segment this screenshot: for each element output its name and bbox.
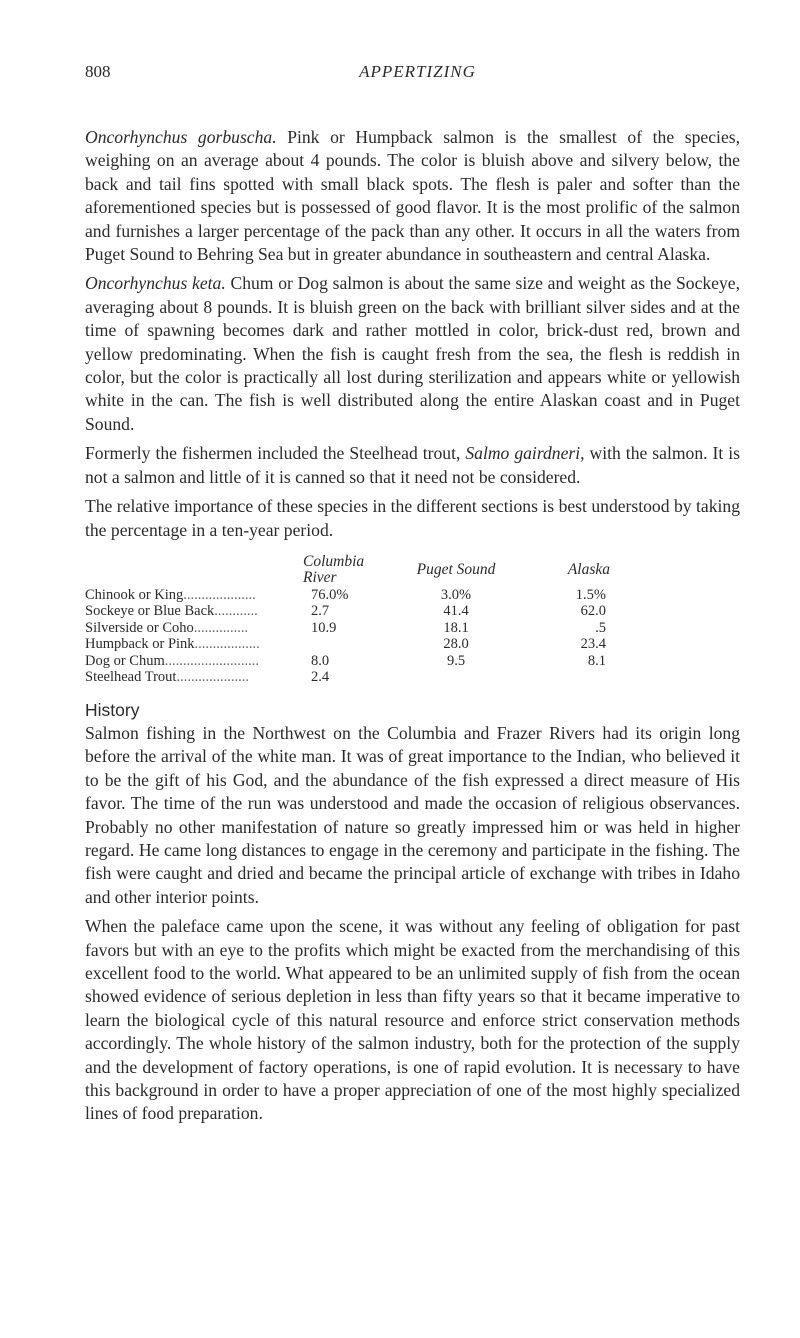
paragraph-gorbuscha: Oncorhynchus gorbuscha. Pink or Humpback salmon is the smallest of the species, weighing on an average about 4 pounds. The color is bluish above and silvery below, the back and tail fins spotted with small black spots. The flesh is paler and softer than the aforementioned species but is possessed of good flavor. It is the most prolific of the salmon and furnishes a larger percentage of the pack than any other. It occurs in all the waters from Puget Sound to Behring Sea but in greater abundance in southeastern and central Alaska. — [85, 127, 740, 265]
value-cell: 76.0% — [311, 586, 349, 603]
value-cell: 10.9 — [311, 619, 337, 636]
leader-dots: ............... — [193, 619, 249, 636]
leader-dots: .................... — [176, 669, 249, 686]
paragraph-steelhead: Formerly the fishermen included the Steelhead trout, Salmo gairdneri, with the salmon. It is not a salmon and little of it is canned so that it need not be considered. — [85, 443, 740, 487]
species-cell: Chinook or King.................... — [85, 586, 256, 603]
species-percentage-table — [85, 554, 610, 686]
table-row — [85, 620, 610, 637]
value-cell: 18.1 — [443, 619, 469, 636]
leader-dots: .......................... — [164, 652, 259, 669]
value-cell: 62.0 — [580, 603, 606, 620]
leader-dots: .................. — [194, 636, 260, 653]
table-row — [85, 653, 610, 670]
column-header: Alaska — [567, 561, 610, 579]
table-body — [85, 587, 610, 686]
table-row — [85, 636, 610, 653]
paragraph-relative-importance: The relative importance of these species in the different sections is best understood by taking the percentage in a ten-year period. — [85, 496, 740, 540]
page-header — [85, 62, 740, 92]
species-name: Oncorhynchus gorbuscha. — [85, 127, 277, 147]
value-cell: 8.1 — [587, 652, 606, 669]
value-cell: 1.5% — [575, 586, 606, 603]
species-cell: Sockeye or Blue Back............ — [85, 603, 258, 620]
table-row — [85, 603, 610, 620]
species-cell: Dog or Chum.......................... — [85, 652, 259, 669]
value-cell — [396, 669, 516, 686]
value-cell: 41.4 — [443, 603, 469, 620]
section-heading-history: History — [85, 699, 140, 720]
value-cell — [303, 636, 396, 653]
species-name: Oncorhynchus keta. — [85, 273, 226, 294]
table-row — [85, 587, 610, 604]
value-cell: 8.0 — [311, 652, 330, 669]
species-cell: Silverside or Coho............... — [85, 619, 249, 636]
value-cell: 23.4 — [580, 636, 606, 653]
history-paragraph: Salmon fishing in the Northwest on the Columbia and Frazer Rivers had its origin long before the arrival of the white man. It was of great importance to the Indian, who believed it to be the gift of his God, and the abundance of the fish expressed a direct measure of His favor. The time of the run was understood and made the occasion of religious observances. Probably no other manifestation of nature so greatly impressed him or was held in higher regard. He came long distances to engage in the ceremony and participate in the fishing. The fish were caught and dried and became the principal article of exchange with tribes in Idaho and other interior points. — [85, 722, 740, 907]
leader-dots: .................... — [183, 586, 256, 603]
page — [85, 62, 740, 1126]
page-number: 808 — [85, 62, 111, 81]
species-cell: Steelhead Trout.................... — [85, 669, 249, 686]
value-cell: .5 — [595, 619, 606, 636]
value-cell — [516, 669, 610, 686]
table-header-row — [85, 554, 610, 587]
column-header: Puget Sound — [416, 561, 496, 579]
paragraph-keta: Oncorhynchus keta. Chum or Dog salmon is about the same size and weight as the Sockeye, averaging about 8 pounds. It is bluish green on the back with brilliant silver sides and at the time of spawning becomes dark and rather mottled in color, brick-dust red, brown and yellow predominating. When the fish is caught fresh from the sea, the flesh is reddish in color, but the color is practically all lost during sterilization and appears white or yellowish white in the can. The fish is well distributed along the entire Alaskan coast and in Puget Sound. — [85, 273, 740, 434]
running-title: APPERTIZING — [359, 62, 476, 81]
species-name: Salmo gairdneri, — [465, 443, 585, 464]
history-paragraph: When the paleface came upon the scene, it was without any feeling of obligation for past favors but with an eye to the profits which might be exacted from the merchandising of this excellent food to the world. What appeared to be an unlimited supply of fish from the ocean showed evidence of serious depletion in less than fifty years so that it became imperative to learn the biological cycle of this natural resource and enforce strict conservation methods accordingly. The whole history of the salmon industry, both for the protection of the supply and the development of factory operations, is one of rapid evolution. It is necessary to have this background in order to have a proper appreciation of one of the most highly specialized lines of food preparation. — [85, 916, 740, 1124]
value-cell: 28.0 — [443, 636, 469, 653]
value-cell: 9.5 — [446, 652, 466, 669]
species-cell: Humpback or Pink.................. — [85, 636, 260, 653]
value-cell: 3.0% — [440, 586, 472, 603]
leader-dots: ............ — [214, 603, 258, 620]
value-cell: 2.7 — [311, 603, 330, 620]
value-cell: 2.4 — [311, 669, 330, 686]
table-row — [85, 669, 610, 686]
column-header: Columbia River — [303, 552, 365, 587]
